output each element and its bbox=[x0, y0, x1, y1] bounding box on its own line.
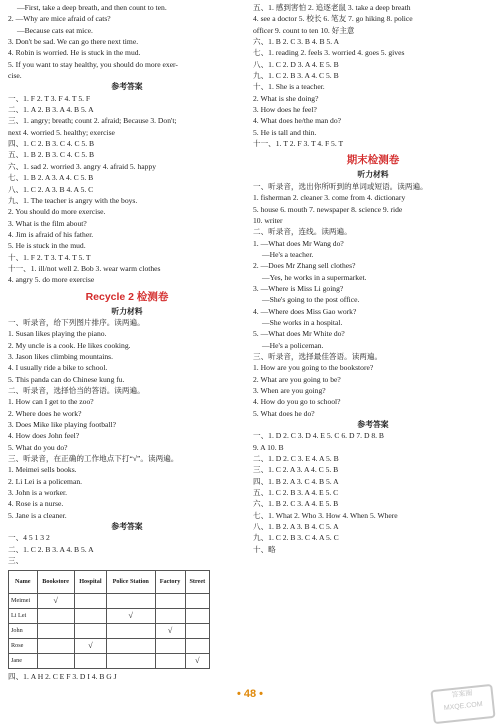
table-check-cell bbox=[106, 638, 155, 653]
watermark-logo bbox=[430, 684, 495, 724]
text-line: 5. What do you do? bbox=[8, 442, 68, 452]
table-check-cell bbox=[106, 623, 155, 638]
table-check-cell bbox=[185, 638, 209, 653]
text-line: 八、1. C 2. A 3. B 4. A 5. C bbox=[8, 184, 94, 194]
text-line: 2. —Why are mice afraid of cats? bbox=[8, 14, 111, 24]
table-check-cell bbox=[155, 638, 185, 653]
left-column bbox=[8, 2, 246, 682]
text-line: 4. see a doctor 5. 校长 6. 笔友 7. go hiking 8. police bbox=[253, 14, 413, 24]
left-answers-title: 参考答案 bbox=[111, 82, 143, 92]
table-row bbox=[9, 653, 210, 668]
table-header-cell: Name bbox=[9, 570, 38, 593]
text-line: 四、1. B 2. A 3. C 4. B 5. A bbox=[253, 476, 339, 486]
table-check-cell bbox=[37, 638, 74, 653]
text-line: 一、听录音，选出你所听到的单词或短语。读两遍。 bbox=[253, 181, 428, 191]
text-line: 2. Where does he work? bbox=[8, 408, 82, 418]
table-name-cell: Jane bbox=[9, 653, 38, 668]
table-check-cell bbox=[74, 608, 106, 623]
right-column bbox=[253, 2, 493, 555]
text-line: 5. This panda can do Chinese kung fu. bbox=[8, 374, 125, 384]
text-line: 4. How do you go to school? bbox=[253, 397, 341, 407]
text-line: —She works in a hospital. bbox=[262, 317, 343, 327]
text-line: 3. Does Mike like playing football? bbox=[8, 420, 116, 430]
right-listening-title: 听力材料 bbox=[357, 170, 389, 180]
left-answers2-title: 参考答案 bbox=[111, 522, 143, 532]
right-top-text bbox=[253, 2, 493, 149]
table-row bbox=[9, 608, 210, 623]
workplace-table bbox=[8, 570, 210, 669]
text-line: 2. What are you going to be? bbox=[253, 374, 341, 384]
table-check-cell: √ bbox=[185, 653, 209, 668]
text-line: 4. How does John feel? bbox=[8, 431, 80, 441]
text-line: 4. Rose is a nurse. bbox=[8, 499, 64, 509]
text-line: 二、1. C 2. B 3. A 4. B 5. A bbox=[8, 544, 94, 554]
table-check-cell bbox=[155, 608, 185, 623]
table-check-cell: √ bbox=[155, 623, 185, 638]
text-line: 三、1. angry; breath; count 2. afraid; Because 3. Don't; bbox=[8, 116, 177, 126]
text-line: 十一、1. ill/not well 2. Bob 3. wear warm clothes bbox=[8, 263, 161, 273]
text-line: 1. Susan likes playing the piano. bbox=[8, 329, 107, 339]
right-listening-material bbox=[253, 181, 493, 419]
text-line: 六、1. B 2. C 3. A 4. E 5. B bbox=[253, 499, 339, 509]
table-check-cell: √ bbox=[37, 593, 74, 608]
table-check-cell bbox=[74, 653, 106, 668]
text-line: 4. Robin is worried. He is stuck in the mud. bbox=[8, 48, 141, 58]
text-line: 七、1. B 2. A 3. A 4. C 5. B bbox=[8, 173, 94, 183]
text-line: 5. house 6. mouth 7. newspaper 8. science 9. ride bbox=[253, 204, 403, 214]
text-line: 10. writer bbox=[253, 215, 283, 225]
page-number: • 48 • bbox=[236, 688, 264, 700]
text-line: officer 9. count to ten 10. 好主意 bbox=[253, 25, 355, 35]
text-line: 五、1. C 2. B 3. A 4. E 5. C bbox=[253, 488, 339, 498]
text-line: 八、1. C 2. D 3. A 4. E 5. B bbox=[253, 59, 339, 69]
text-line: 5. What does he do? bbox=[253, 408, 315, 418]
table-check-cell bbox=[185, 608, 209, 623]
table-header-cell: Hospital bbox=[74, 570, 106, 593]
right-answers bbox=[253, 430, 493, 555]
text-line: 4. I usually ride a bike to school. bbox=[8, 363, 108, 373]
text-line: 三、听录音，在正确的工作地点下打“√”。读两遍。 bbox=[8, 454, 179, 464]
text-line: 六、1. sad 2. worried 3. angry 4. afraid 5. happy bbox=[8, 161, 157, 171]
table-name-cell: John bbox=[9, 623, 38, 638]
left-top-text bbox=[8, 2, 246, 81]
text-line: 3. Don't be sad. We can go there next time. bbox=[8, 37, 139, 47]
recycle-2-section-title: Recycle 2 检测卷 bbox=[85, 290, 169, 303]
text-line: 七、1. What 2. Who 3. How 4. When 5. Where bbox=[253, 510, 398, 520]
table-check-cell bbox=[37, 623, 74, 638]
text-line: 九、1. The teacher is angry with the boys. bbox=[8, 195, 138, 205]
text-line: —Because cats eat mice. bbox=[17, 25, 93, 35]
table-header-cell: Factory bbox=[155, 570, 185, 593]
text-line: 3. How does he feel? bbox=[253, 105, 317, 115]
text-line: 1. How can I get to the zoo? bbox=[8, 397, 94, 407]
text-line: 一、听录音，给下列图片排序。读两遍。 bbox=[8, 317, 145, 327]
left-answers-2 bbox=[8, 532, 246, 566]
text-line: —Yes, he works in a supermarket. bbox=[262, 272, 367, 282]
text-line: 一、1. F 2. T 3. F 4. T 5. F bbox=[8, 93, 91, 103]
text-line: 1. How are you going to the bookstore? bbox=[253, 363, 374, 373]
text-line: 2. You should do more exercise. bbox=[8, 207, 106, 217]
table-header-cell: Police Station bbox=[106, 570, 155, 593]
text-line: 五、1. 感到害怕 2. 追逐老鼠 3. take a deep breath bbox=[253, 3, 411, 12]
table-check-cell bbox=[74, 593, 106, 608]
text-line: 4. —Where does Miss Gao work? bbox=[253, 306, 357, 316]
text-line: 四、1. C 2. B 3. C 4. C 5. B bbox=[8, 139, 95, 149]
table-name-cell: Li Lei bbox=[9, 608, 38, 623]
text-line: 三、听录音，选择最佳答语。读两遍。 bbox=[253, 351, 383, 361]
table-check-cell bbox=[106, 653, 155, 668]
text-line: 八、1. B 2. A 3. B 4. C 5. A bbox=[253, 522, 339, 532]
text-line: 十、1. F 2. T 3. T 4. T 5. T bbox=[8, 252, 91, 262]
text-line: 2. —Does Mr Zhang sell clothes? bbox=[253, 261, 356, 271]
text-line: 5. He is stuck in the mud. bbox=[8, 241, 86, 251]
table-header-cell: Bookstore bbox=[37, 570, 74, 593]
text-line: 1. Meimei sells books. bbox=[8, 465, 77, 475]
text-line: 2. What is she doing? bbox=[253, 93, 319, 103]
left-listening-material bbox=[8, 317, 246, 521]
text-line: 3. When are you going? bbox=[253, 386, 326, 395]
table-check-cell bbox=[74, 623, 106, 638]
table-row bbox=[9, 593, 210, 608]
text-line: —He's a policeman. bbox=[262, 340, 324, 350]
text-line: 5. If you want to stay healthy, you should do more exer- bbox=[8, 59, 178, 69]
text-line: —She's going to the post office. bbox=[262, 295, 360, 305]
text-line: 十一、1. T 2. F 3. T 4. F 5. T bbox=[253, 139, 344, 149]
text-line: 3. Jason likes climbing mountains. bbox=[8, 351, 114, 361]
text-line: cise. bbox=[8, 71, 22, 81]
left-answers bbox=[8, 93, 246, 286]
table-check-cell bbox=[106, 593, 155, 608]
text-line: 五、1. B 2. B 3. C 4. C 5. B bbox=[8, 150, 95, 160]
text-line: 5. He is tall and thin. bbox=[253, 127, 317, 137]
table-check-cell: √ bbox=[106, 608, 155, 623]
text-line: 5. Jane is a cleaner. bbox=[8, 510, 67, 520]
left-last-line: 四、1. A H 2. C E F 3. D I 4. B G J bbox=[8, 671, 117, 681]
text-line: 2. My uncle is a cook. He likes cooking. bbox=[8, 340, 131, 350]
table-check-cell bbox=[37, 608, 74, 623]
text-line: 二、1. D 2. C 3. E 4. A 5. B bbox=[253, 454, 339, 464]
table-header-row bbox=[9, 570, 210, 593]
table-check-cell: √ bbox=[74, 638, 106, 653]
text-line: 4. What does he/the man do? bbox=[253, 116, 342, 126]
text-line: 4. angry 5. do more exercise bbox=[8, 275, 95, 285]
text-line: 十、略 bbox=[253, 544, 276, 554]
text-line: 3. John is a worker. bbox=[8, 488, 68, 498]
text-line: 1. —What does Mr Wang do? bbox=[253, 238, 344, 248]
text-line: 5. —What does Mr White do? bbox=[253, 329, 345, 339]
text-line: 一、4 5 1 3 2 bbox=[8, 533, 50, 543]
table-check-cell bbox=[155, 593, 185, 608]
table-row bbox=[9, 623, 210, 638]
text-line: —First, take a deep breath, and then count to ten. bbox=[17, 3, 167, 12]
table-check-cell bbox=[185, 593, 209, 608]
table-header-cell: Street bbox=[185, 570, 209, 593]
text-line: 二、听录音，连线。读两遍。 bbox=[253, 227, 352, 237]
text-line: 九、1. C 2. B 3. A 4. C 5. B bbox=[253, 71, 339, 81]
text-line: 3. —Where is Miss Li going? bbox=[253, 283, 344, 293]
text-line: 1. fisherman 2. cleaner 3. come from 4. dictionary bbox=[253, 193, 406, 203]
table-body bbox=[9, 593, 210, 668]
text-line: 3. What is the film about? bbox=[8, 218, 87, 228]
text-line: —He's a teacher. bbox=[262, 249, 314, 259]
table-name-cell: Rose bbox=[9, 638, 38, 653]
text-line: 十、1. She is a teacher. bbox=[253, 82, 325, 92]
table-check-cell bbox=[155, 653, 185, 668]
text-line: 七、1. reading 2. feels 3. worried 4. goes 5. gives bbox=[253, 48, 405, 58]
text-line: 六、1. B 2. C 3. B 4. B 5. A bbox=[253, 37, 340, 47]
table-check-cell bbox=[185, 623, 209, 638]
text-line: 三、 bbox=[8, 556, 24, 566]
final-exam-section-title: 期末检测卷 bbox=[346, 154, 400, 167]
table-check-cell bbox=[37, 653, 74, 668]
text-line: 二、1. A 2. B 3. A 4. B 5. A bbox=[8, 105, 94, 115]
text-line: 九、1. C 2. B 3. C 4. A 5. C bbox=[253, 533, 339, 543]
right-answers-title: 参考答案 bbox=[357, 420, 389, 430]
table-row bbox=[9, 638, 210, 653]
text-line: next 4. worried 5. healthy; exercise bbox=[8, 127, 115, 137]
text-line: 一、1. D 2. C 3. D 4. E 5. C 6. D 7. D 8. B bbox=[253, 431, 384, 441]
text-line: 4. Jim is afraid of his father. bbox=[8, 229, 94, 239]
watermark-text: 答案圈 MXQE.COM bbox=[443, 689, 483, 713]
left-listening-title: 听力材料 bbox=[111, 306, 143, 316]
table-name-cell: Meimei bbox=[9, 593, 38, 608]
text-line: 三、1. C 2. A 3. A 4. C 5. B bbox=[253, 465, 339, 475]
text-line: 二、听录音，选择恰当的答语。读两遍。 bbox=[8, 386, 145, 395]
text-line: 9. A 10. B bbox=[253, 442, 284, 452]
text-line: 2. Li Lei is a policeman. bbox=[8, 476, 83, 486]
